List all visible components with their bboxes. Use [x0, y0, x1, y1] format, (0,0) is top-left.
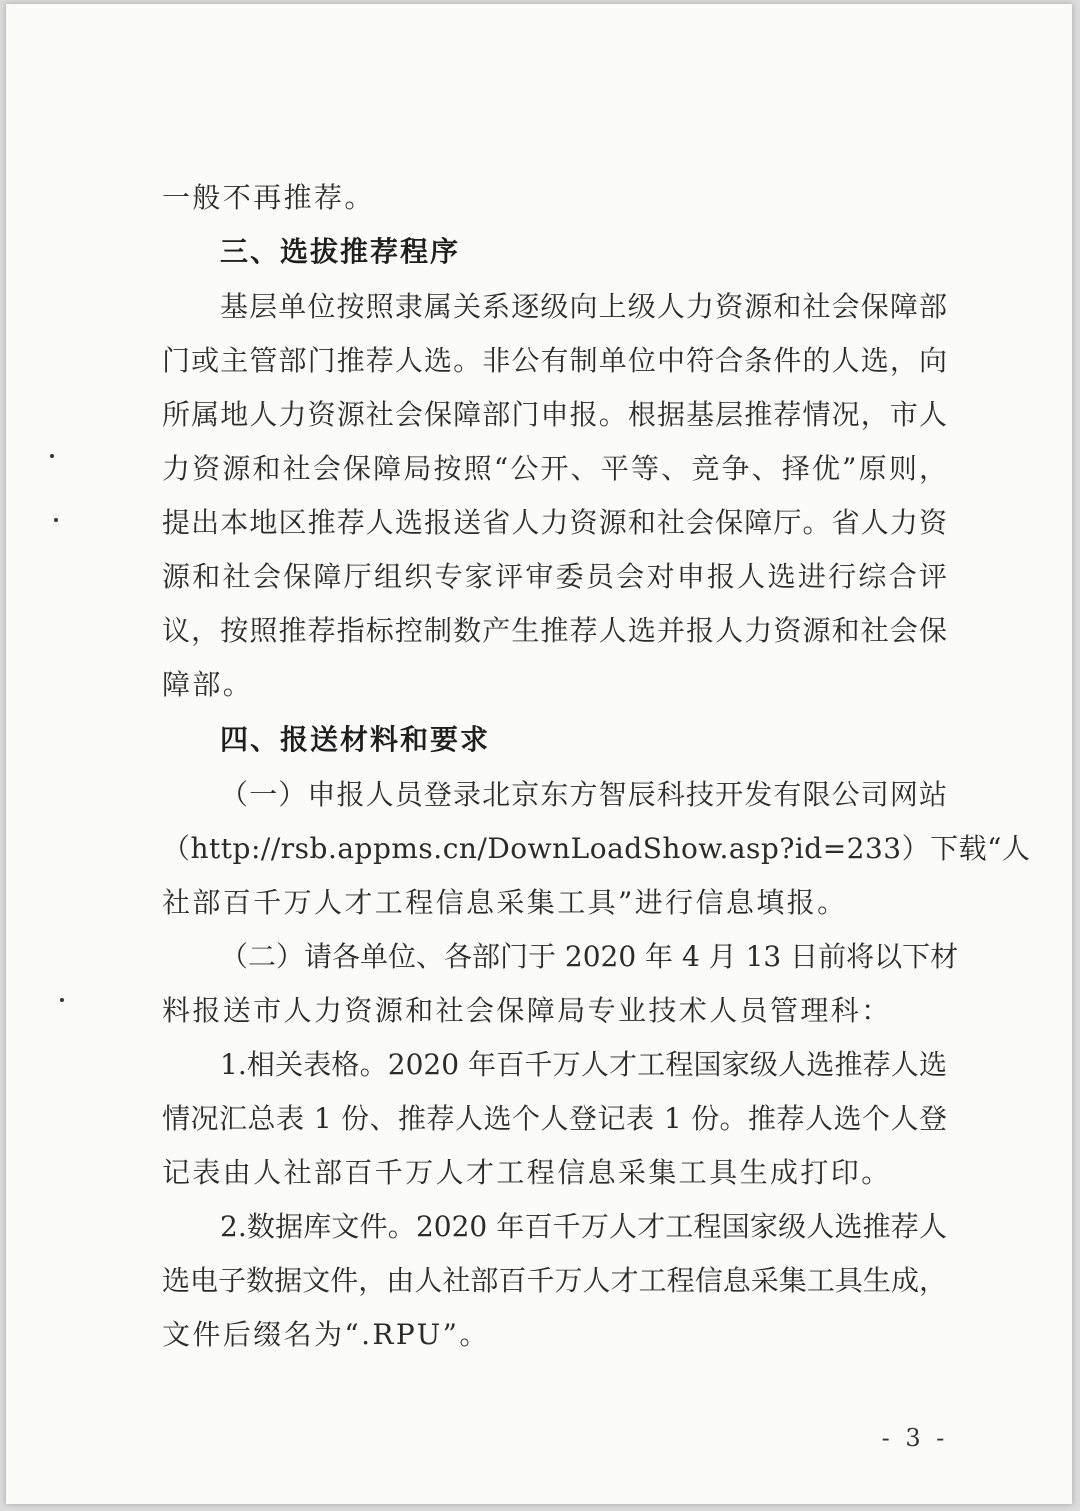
paragraph-line: 社部百千万人才工程信息采集工具”进行信息填报。 [162, 886, 848, 919]
paragraph-line: （一）申报人员登录北京东方智辰科技开发有限公司网站 [220, 778, 947, 811]
paragraph-line: 1.相关表格。2020 年百千万人才工程国家级人选推荐人选 [220, 1048, 947, 1081]
paragraph-line: 文件后缀名为“.RPU”。 [162, 1318, 490, 1351]
scan-dot [54, 518, 58, 522]
paragraph-line: 障部。 [162, 668, 254, 701]
page-number: - 3 - [881, 1424, 949, 1452]
paragraph-line: 议，按照推荐指标控制数产生推荐人选并报人力资源和社会保 [162, 614, 947, 647]
paragraph-line: 料报送市人力资源和社会保障局专业技术人员管理科： [162, 994, 892, 1027]
section-heading-procedure: 三、选拔推荐程序 [220, 235, 461, 268]
paragraph-line: 力资源和社会保障局按照“公开、平等、竞争、择优”原则， [162, 452, 947, 485]
paragraph-line: 所属地人力资源社会保障部门申报。根据基层推荐情况，市人 [162, 398, 947, 431]
paragraph-line: 门或主管部门推荐人选。非公有制单位中符合条件的人选，向 [162, 344, 947, 377]
section-heading-materials: 四、报送材料和要求 [220, 723, 491, 756]
paragraph-line: 2.数据库文件。2020 年百千万人才工程国家级人选推荐人 [220, 1210, 947, 1243]
paragraph-line: 选电子数据文件，由人社部百千万人才工程信息采集工具生成， [162, 1264, 947, 1297]
paragraph-line: 情况汇总表 1 份、推荐人选个人登记表 1 份。推荐人选个人登 [162, 1102, 947, 1135]
paragraph-line: （二）请各单位、各部门于 2020 年 4 月 13 日前将以下材 [220, 940, 959, 973]
paragraph-line: 基层单位按照隶属关系逐级向上级人力资源和社会保障部 [220, 290, 947, 323]
scan-dot [50, 454, 54, 458]
paragraph-line: 提出本地区推荐人选报送省人力资源和社会保障厅。省人力资 [162, 506, 947, 539]
paragraph-line: 一般不再推荐。 [162, 181, 375, 214]
paragraph-line: 源和社会保障厅组织专家评审委员会对申报人选进行综合评 [162, 560, 947, 593]
paragraph-line-url: （http://rsb.appms.cn/DownLoadShow.asp?id=233）下载“人 [162, 832, 1031, 865]
scan-dot [60, 998, 64, 1002]
paragraph-line: 记表由人社部百千万人才工程信息采集工具生成打印。 [162, 1156, 892, 1189]
